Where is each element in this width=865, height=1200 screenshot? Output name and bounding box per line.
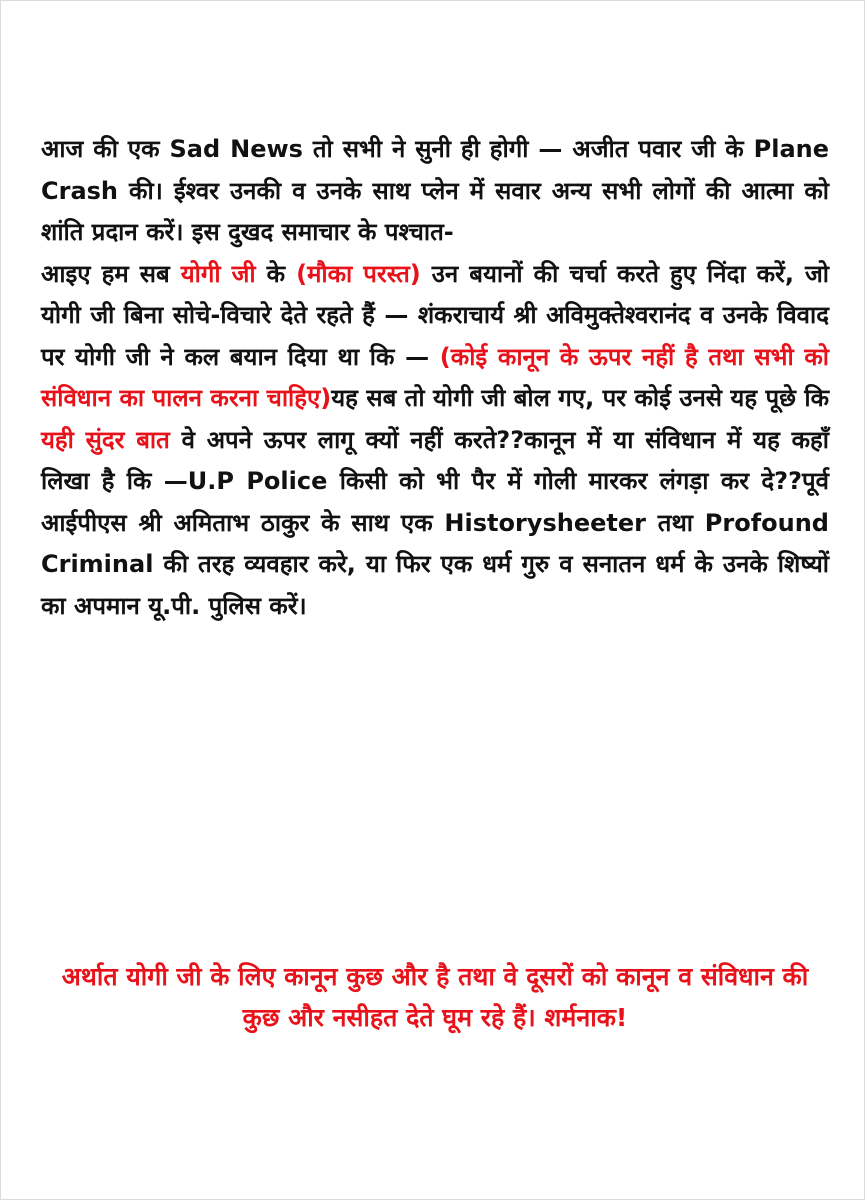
- main-text-block: [41, 129, 829, 627]
- paragraph-2-text-5: वे अपने ऊपर लागू क्यों नहीं करते??कानून में या संविधान में यह कहाँ लिखा है कि —U.P Police किसी को भी पैर में गोली मारकर लंगड़ा कर दे??पूर्व आईपीएस श्री अमिताभ ठाकुर के साथ एक Historysheeter तथा Profound Criminal की तरह व्यवहार करे, या फिर एक धर्म गुरु व सनातन धर्म के उनके शिष्यों का अपमान यू.पी. पुलिस करें।: [41, 425, 829, 620]
- highlight-mauka-parast: (मौका परस्त): [296, 259, 421, 288]
- highlight-quote-statement: (कोई कानून के ऊपर नहीं है तथा सभी को संविधान का पालन करना चाहिए): [41, 342, 830, 412]
- paragraph-2-text-1: आइए हम सब: [41, 259, 181, 288]
- closing-statement: [41, 956, 829, 1038]
- paragraph-2: [41, 254, 829, 628]
- highlight-sundar-baat: यही सुंदर बात: [41, 425, 170, 454]
- closing-text: अर्थात योगी जी के लिए कानून कुछ और है तथा वे दूसरों को कानून व संविधान की कुछ और नसीहत देते घूम रहे हैं। शर्मनाक!: [61, 962, 809, 1032]
- paragraph-2-text-4: यह सब तो योगी जी बोल गए, पर कोई उनसे यह पूछे कि: [331, 384, 830, 412]
- paragraph-1: आज की एक Sad News तो सभी ने सुनी ही होगी — अजीत पवार जी के Plane Crash की। ईश्वर उनकी व उनके साथ प्लेन में सवार अन्य सभी लोगों की आत्मा को शांति प्रदान करें। इस दुखद समाचार के पश्चात-: [41, 135, 829, 246]
- paragraph-2-text-2: के: [255, 259, 297, 288]
- highlight-yogi-ji: योगी जी: [180, 259, 256, 288]
- paragraph-2-text-3: उन बयानों की चर्चा करते हुए निंदा करें, जो योगी जी बिना सोचे-विचारे देते रहते हैं — शंकराचार्य श्री अविमुक्तेश्वरानंद व उनके विवाद पर योगी जी ने कल बयान दिया था कि —: [41, 259, 829, 371]
